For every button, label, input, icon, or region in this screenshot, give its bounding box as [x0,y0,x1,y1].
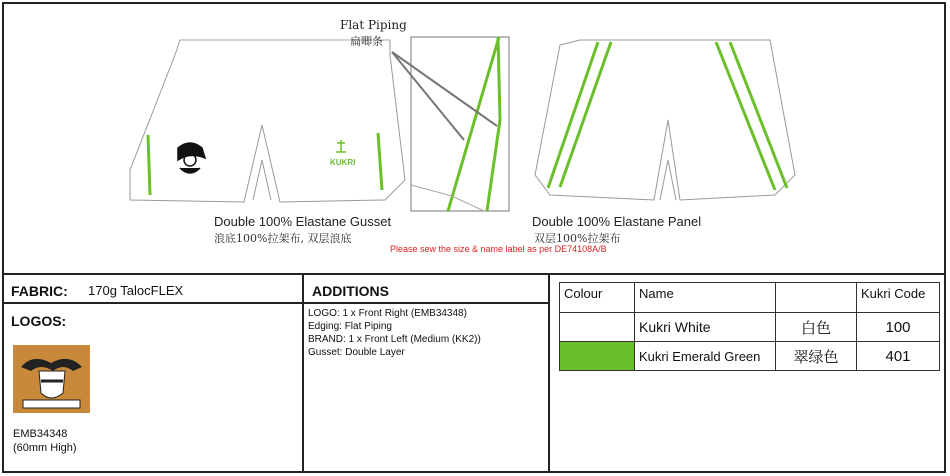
logo-code [13,427,77,455]
panel-cn-label: 双层100%拉架布 [534,232,621,245]
colour-code: 401 [857,342,940,371]
header-colour: Colour [560,283,635,313]
logo-code-text: EMB34348 [13,428,68,440]
colour-name: Kukri Emerald Green [635,342,776,371]
gusset-label: Double 100% Elastane Gusset [214,214,392,229]
front-shorts [130,40,405,202]
colour-cn: 白色 [776,313,857,342]
flat-piping-cn-label: 扁唧条 [350,35,383,48]
additions-list [308,307,481,359]
eagle-crest-icon [13,345,90,413]
brand-mark: KUKRI [330,158,356,167]
additions-line: Gusset: Double Layer [308,347,405,358]
fabric-value: 170g TalocFLEX [88,283,184,298]
additions-line: BRAND: 1 x Front Left (Medium (KK2)) [308,334,481,345]
flat-piping-label: Flat Piping [340,18,407,32]
club-crest-logo [13,345,90,413]
row-divider [2,302,548,304]
colour-row [560,313,940,342]
header-name: Name [635,283,776,313]
colour-name: Kukri White [635,313,776,342]
logo-size-text: (60mm High) [13,442,77,454]
additions-title: ADDITIONS [312,283,389,299]
colour-row [560,342,940,371]
additions-line: LOGO: 1 x Front Right (EMB34348) [308,308,467,319]
colour-swatch [560,342,635,371]
colour-table [559,282,940,371]
logos-label: LOGOS: [11,313,67,329]
colour-code: 100 [857,313,940,342]
additions-line: Edging: Flat Piping [308,321,392,332]
header-code: Kukri Code [857,283,940,313]
section-divider [2,273,946,275]
panel-label: Double 100% Elastane Panel [532,214,702,229]
fabric-label: FABRIC: [11,283,68,299]
colour-table-header [560,283,940,313]
front-left-piping [148,135,150,195]
sewing-note: Please sew the size & name label as per DE74108A/B [390,244,607,254]
colour-cn: 翠绿色 [776,342,857,371]
back-shorts [535,40,795,200]
header-cn [776,283,857,313]
column-divider-2 [548,273,550,473]
colour-swatch [560,313,635,342]
gusset-cn-label: 浪底100%拉架布, 双层浪底 [214,232,352,245]
